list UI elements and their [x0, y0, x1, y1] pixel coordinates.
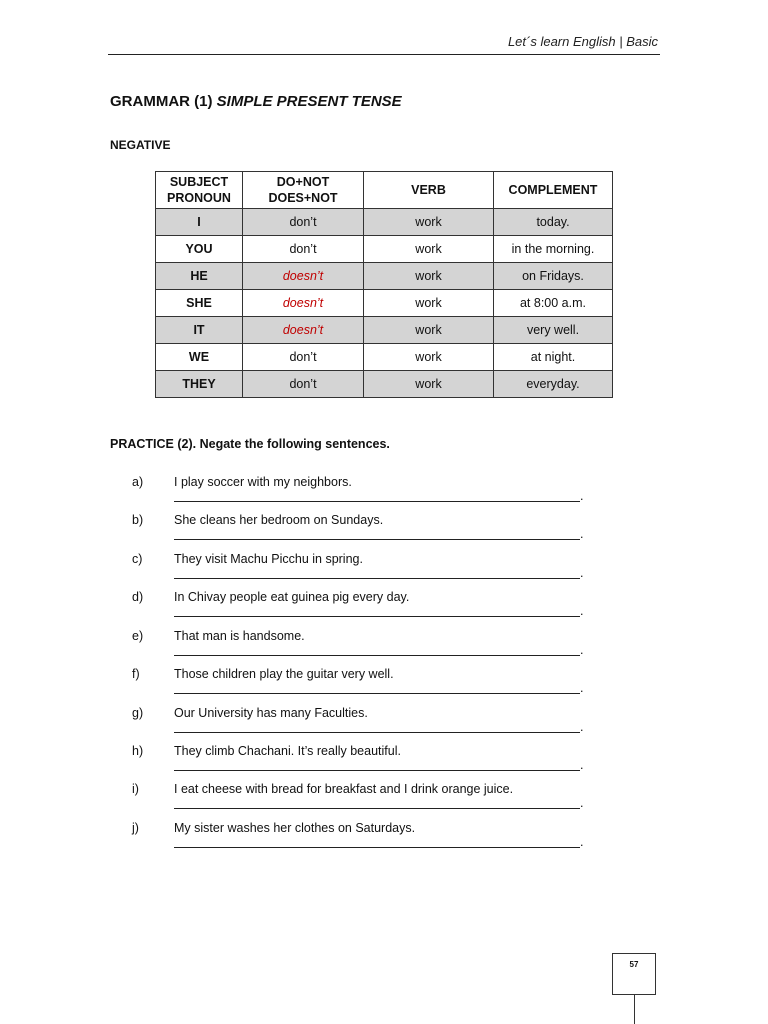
verb-cell: work [364, 371, 494, 398]
header-verb: VERB [364, 172, 494, 209]
verb-cell: work [364, 209, 494, 236]
pronoun-cell: WE [156, 344, 243, 371]
grammar-table [155, 171, 613, 398]
exercise-sentence: That man is handsome. [174, 629, 305, 643]
exercise-letter: h) [132, 744, 144, 758]
header-aux [243, 172, 364, 209]
answer-line[interactable] [174, 616, 580, 617]
exercise-item [0, 744, 768, 782]
complement-cell: at 8:00 a.m. [494, 290, 613, 317]
exercise-item [0, 821, 768, 859]
exercise-letter: c) [132, 552, 143, 566]
table-row [156, 290, 613, 317]
complement-cell: at night. [494, 344, 613, 371]
exercise-sentence: Our University has many Faculties. [174, 706, 368, 720]
table-row [156, 317, 613, 344]
answer-period: . [580, 604, 584, 618]
exercise-sentence: I play soccer with my neighbors. [174, 475, 352, 489]
header-complement: COMPLEMENT [494, 172, 613, 209]
pronoun-cell: THEY [156, 371, 243, 398]
header-subject-line2: PRONOUN [167, 191, 231, 205]
exercise-item [0, 552, 768, 590]
exercise-letter: j) [132, 821, 139, 835]
aux-cell: doesn’t [243, 290, 364, 317]
pronoun-cell: I [156, 209, 243, 236]
aux-cell: doesn’t [243, 317, 364, 344]
pronoun-cell: IT [156, 317, 243, 344]
table-row [156, 263, 613, 290]
verb-cell: work [364, 344, 494, 371]
complement-cell: today. [494, 209, 613, 236]
complement-cell: on Fridays. [494, 263, 613, 290]
complement-cell: very well. [494, 317, 613, 344]
exercise-letter: e) [132, 629, 144, 643]
answer-period: . [580, 527, 584, 541]
answer-period: . [580, 489, 584, 503]
aux-cell: don’t [243, 236, 364, 263]
exercise-item [0, 782, 768, 820]
exercise-item [0, 706, 768, 744]
verb-cell: work [364, 236, 494, 263]
header-rule [108, 54, 660, 55]
exercise-item [0, 667, 768, 705]
verb-cell: work [364, 263, 494, 290]
header-subject-pronoun [156, 172, 243, 209]
exercise-item [0, 513, 768, 551]
answer-period: . [580, 566, 584, 580]
header-aux-line1: DO+NOT [276, 175, 330, 189]
exercise-sentence: My sister washes her clothes on Saturdays. [174, 821, 416, 835]
table-header-row [156, 172, 613, 209]
title-main: GRAMMAR (1) [110, 93, 217, 110]
answer-line[interactable] [174, 501, 580, 502]
exercise-letter: b) [132, 513, 144, 527]
aux-cell: don’t [243, 344, 364, 371]
page-number-box [612, 953, 656, 995]
table-row [156, 344, 613, 371]
pronoun-cell: SHE [156, 290, 243, 317]
complement-cell: everyday. [494, 371, 613, 398]
answer-line[interactable] [174, 578, 580, 579]
aux-cell: don’t [243, 209, 364, 236]
page-title [110, 93, 402, 110]
answer-period: . [580, 758, 584, 772]
aux-cell: don’t [243, 371, 364, 398]
running-header: Let´s learn English | Basic [507, 34, 658, 49]
complement-cell: in the morning. [494, 236, 613, 263]
verb-cell: work [364, 317, 494, 344]
table-row [156, 209, 613, 236]
answer-line[interactable] [174, 655, 580, 656]
exercise-letter: f) [132, 667, 140, 681]
answer-line[interactable] [174, 539, 580, 540]
table-row [156, 371, 613, 398]
answer-line[interactable] [174, 847, 580, 848]
exercise-letter: g) [132, 706, 144, 720]
answer-line[interactable] [174, 732, 580, 733]
answer-period: . [580, 720, 584, 734]
exercise-letter: d) [132, 590, 144, 604]
page-number-stem [634, 995, 635, 1024]
verb-cell: work [364, 290, 494, 317]
answer-line[interactable] [174, 770, 580, 771]
page-number: 57 [629, 960, 639, 969]
answer-period: . [580, 835, 584, 849]
answer-line[interactable] [174, 693, 580, 694]
title-italic: SIMPLE PRESENT TENSE [216, 93, 402, 110]
exercise-sentence: I eat cheese with bread for breakfast and I drink orange juice. [174, 782, 514, 796]
answer-period: . [580, 643, 584, 657]
exercise-letter: i) [132, 782, 139, 796]
exercise-letter: a) [132, 475, 144, 489]
answer-period: . [580, 796, 584, 810]
table-row [156, 236, 613, 263]
exercise-sentence: They climb Chachani. It’s really beautiful. [174, 744, 401, 758]
pronoun-cell: HE [156, 263, 243, 290]
exercise-item [0, 475, 768, 513]
exercise-item [0, 629, 768, 667]
exercise-sentence: She cleans her bedroom on Sundays. [174, 513, 384, 527]
header-subject-line1: SUBJECT [169, 175, 229, 189]
section-label: NEGATIVE [110, 138, 171, 152]
exercise-sentence: In Chivay people eat guinea pig every day. [174, 590, 410, 604]
exercise-sentence: They visit Machu Picchu in spring. [174, 552, 363, 566]
exercise-sentence: Those children play the guitar very well. [174, 667, 394, 681]
answer-period: . [580, 681, 584, 695]
aux-cell: doesn’t [243, 263, 364, 290]
exercise-item [0, 590, 768, 628]
header-aux-line2: DOES+NOT [268, 191, 338, 205]
answer-line[interactable] [174, 808, 580, 809]
pronoun-cell: YOU [156, 236, 243, 263]
practice-title: PRACTICE (2). Negate the following sentences. [110, 437, 390, 451]
